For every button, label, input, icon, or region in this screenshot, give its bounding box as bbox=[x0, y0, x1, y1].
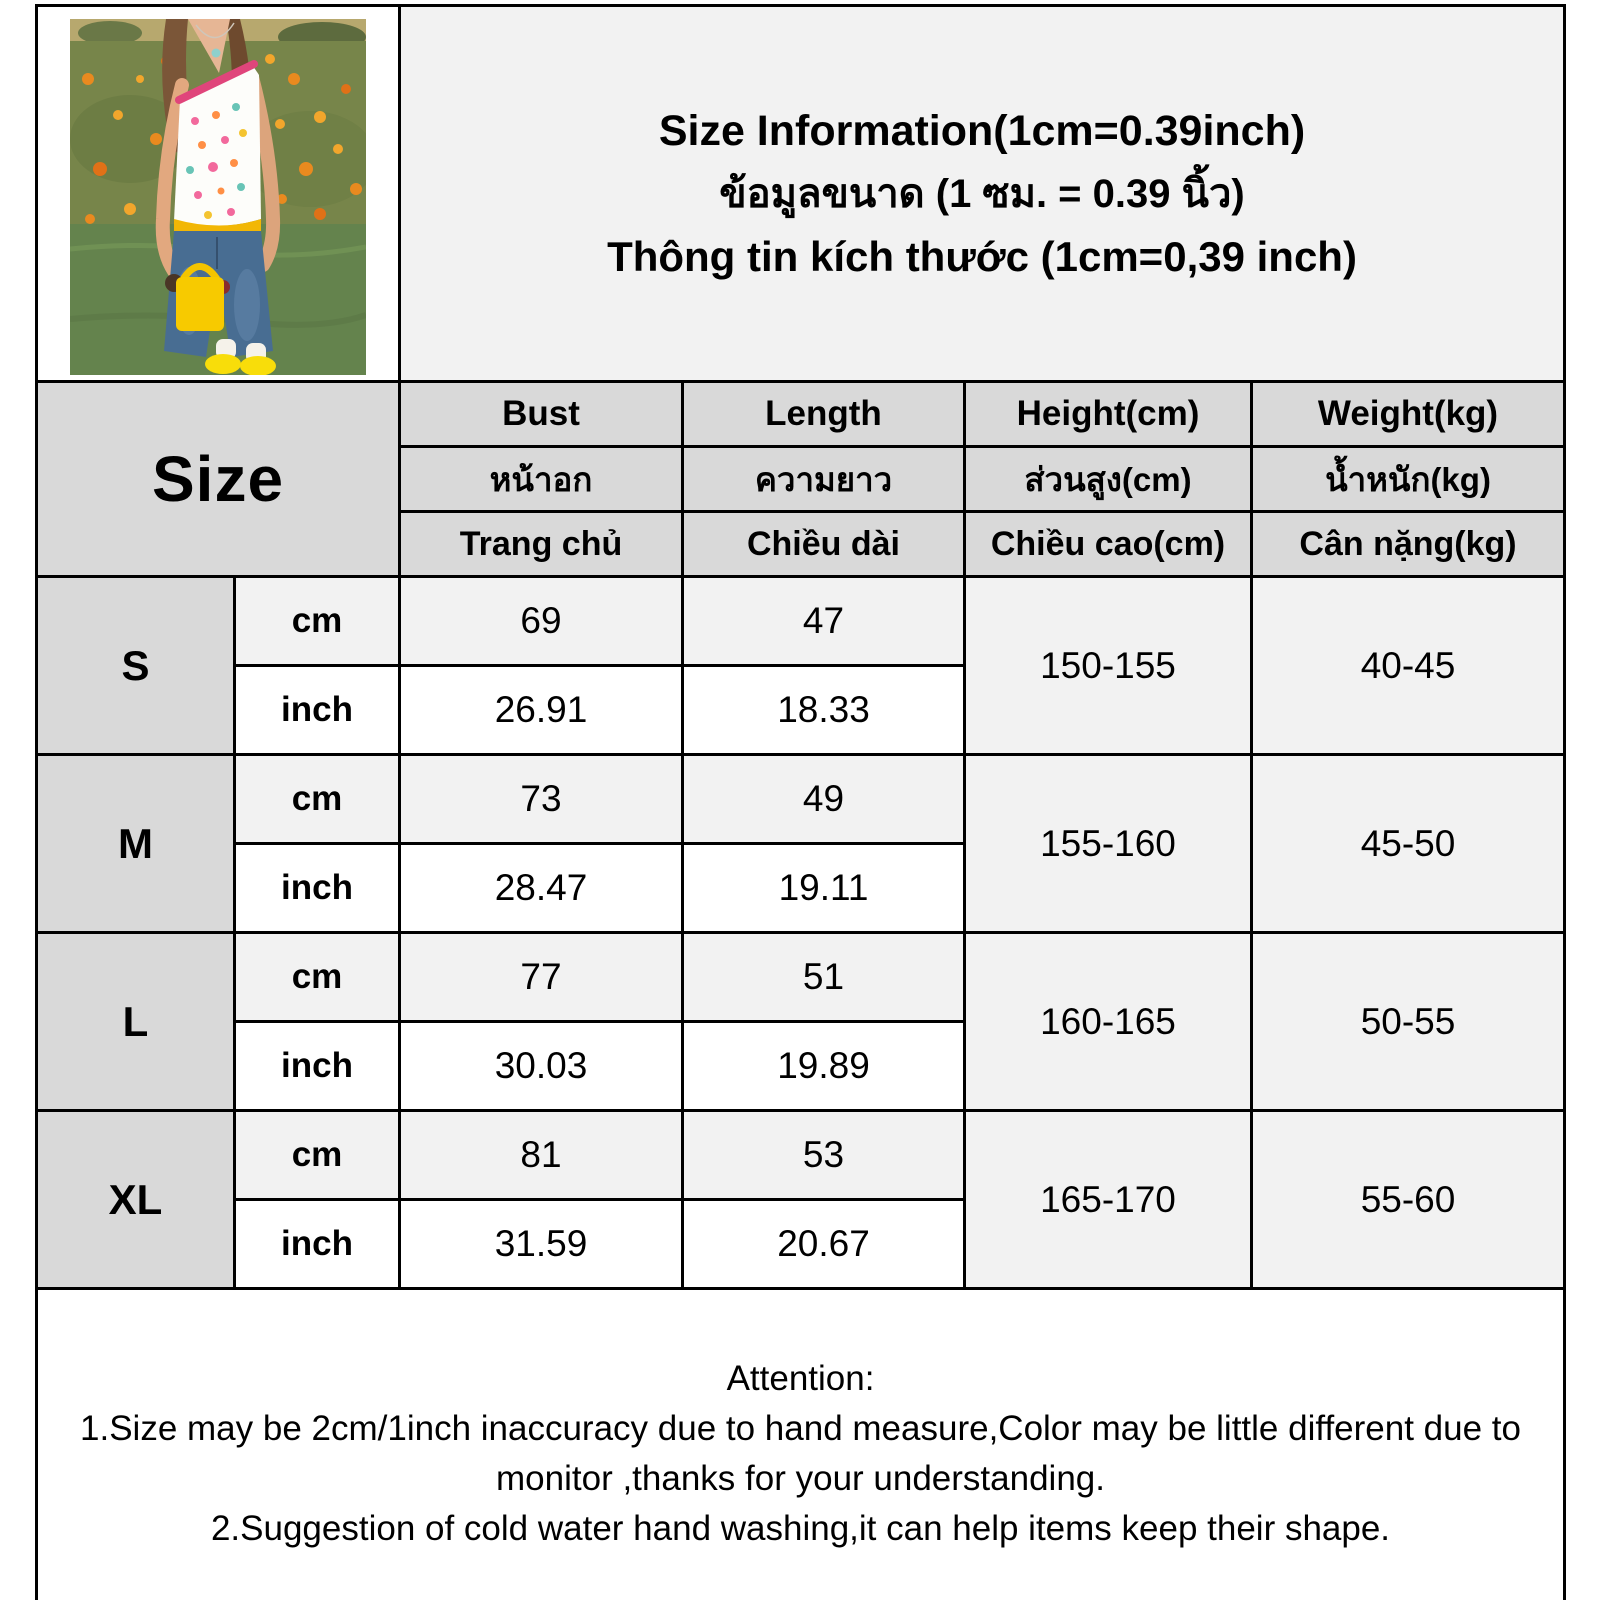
length-inch-value: 19.11 bbox=[683, 844, 965, 933]
unit-label-cm: cm bbox=[235, 1111, 400, 1200]
unit-label-cm: cm bbox=[235, 933, 400, 1022]
bust-cm-value: 77 bbox=[400, 933, 683, 1022]
length-inch-value: 18.33 bbox=[683, 666, 965, 755]
size-table bbox=[35, 4, 1566, 1600]
size-row-label: XL bbox=[37, 1111, 235, 1289]
unit-label-inch: inch bbox=[235, 1022, 400, 1111]
unit-label-cm: cm bbox=[235, 577, 400, 666]
photo-cell bbox=[37, 6, 400, 382]
height-range-value: 165-170 bbox=[965, 1111, 1252, 1289]
col-length-vi: Chiều dài bbox=[683, 512, 965, 577]
product-photo bbox=[70, 19, 366, 375]
bust-inch-value: 31.59 bbox=[400, 1200, 683, 1289]
col-height-vi: Chiều cao(cm) bbox=[965, 512, 1252, 577]
unit-label-inch: inch bbox=[235, 1200, 400, 1289]
unit-label-inch: inch bbox=[235, 844, 400, 933]
height-range-value: 150-155 bbox=[965, 577, 1252, 755]
length-cm-value: 53 bbox=[683, 1111, 965, 1200]
size-row-label: L bbox=[37, 933, 235, 1111]
attention-note-1: 1.Size may be 2cm/1inch inaccuracy due to hand measure,Color may be little different due to monitor ,thanks for your understanding. bbox=[80, 1409, 1521, 1498]
height-range-value: 155-160 bbox=[965, 755, 1252, 933]
col-bust-en: Bust bbox=[400, 382, 683, 447]
col-weight-vi: Cân nặng(kg) bbox=[1252, 512, 1565, 577]
col-weight-en: Weight(kg) bbox=[1252, 382, 1565, 447]
bust-cm-value: 73 bbox=[400, 755, 683, 844]
size-row-label: M bbox=[37, 755, 235, 933]
height-range-value: 160-165 bbox=[965, 933, 1252, 1111]
length-cm-value: 51 bbox=[683, 933, 965, 1022]
bust-cm-value: 69 bbox=[400, 577, 683, 666]
weight-range-value: 40-45 bbox=[1252, 577, 1565, 755]
weight-range-value: 50-55 bbox=[1252, 933, 1565, 1111]
weight-range-value: 45-50 bbox=[1252, 755, 1565, 933]
length-inch-value: 19.89 bbox=[683, 1022, 965, 1111]
bust-inch-value: 28.47 bbox=[400, 844, 683, 933]
bust-inch-value: 30.03 bbox=[400, 1022, 683, 1111]
title-vi: Thông tin kích thước (1cm=0,39 inch) bbox=[607, 232, 1357, 280]
size-header-cell: Size bbox=[37, 382, 400, 577]
bust-inch-value: 26.91 bbox=[400, 666, 683, 755]
unit-label-inch: inch bbox=[235, 666, 400, 755]
attention-cell bbox=[37, 1289, 1565, 1600]
title-cell bbox=[400, 6, 1565, 382]
col-height-en: Height(cm) bbox=[965, 382, 1252, 447]
attention-note-2: 2.Suggestion of cold water hand washing,it can help items keep their shape. bbox=[210, 1509, 1391, 1548]
length-cm-value: 49 bbox=[683, 755, 965, 844]
col-length-th: ความยาว bbox=[683, 447, 965, 512]
col-bust-vi: Trang chủ bbox=[400, 512, 683, 577]
size-row-label: S bbox=[37, 577, 235, 755]
bust-cm-value: 81 bbox=[400, 1111, 683, 1200]
title-th: ข้อมูลขนาด (1 ซม. = 0.39 นิ้ว) bbox=[719, 171, 1245, 216]
title-en: Size Information(1cm=0.39inch) bbox=[658, 106, 1306, 155]
col-bust-th: หน้าอก bbox=[400, 447, 683, 512]
length-cm-value: 47 bbox=[683, 577, 965, 666]
length-inch-value: 20.67 bbox=[683, 1200, 965, 1289]
col-length-en: Length bbox=[683, 382, 965, 447]
unit-label-cm: cm bbox=[235, 755, 400, 844]
col-height-th: ส่วนสูง(cm) bbox=[965, 447, 1252, 512]
weight-range-value: 55-60 bbox=[1252, 1111, 1565, 1289]
col-weight-th: น้ำหนัก(kg) bbox=[1252, 447, 1565, 512]
attention-heading: Attention: bbox=[726, 1359, 875, 1398]
